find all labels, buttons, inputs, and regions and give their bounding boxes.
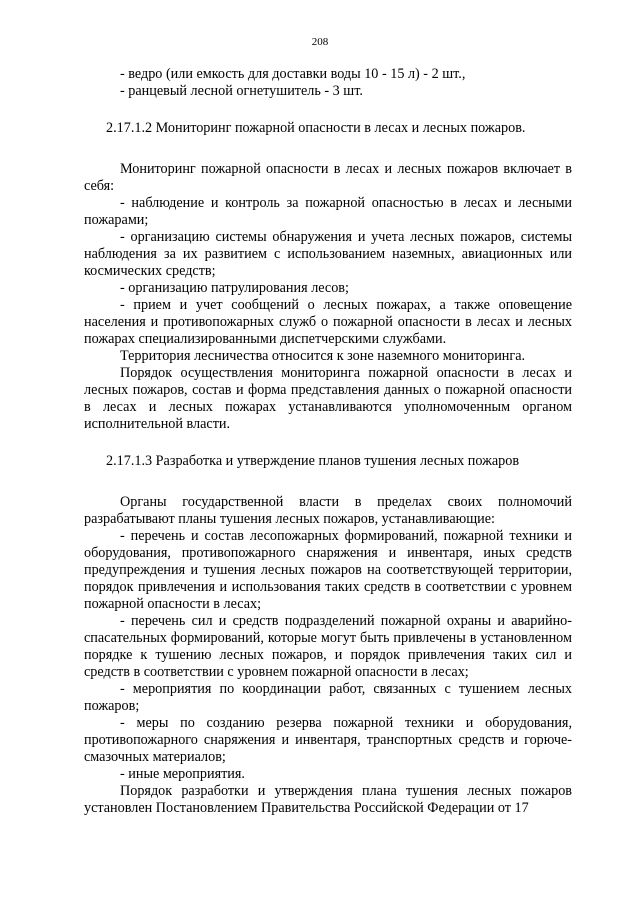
list-item: - организацию системы обнаружения и учета лесных пожаров, системы наблюдения за их развитием с использованием наземных, авиационных или космических средств;: [84, 229, 572, 279]
list-item: - перечень сил и средств подразделений пожарной охраны и аварийно-спасательных формирований, которые могут быть привлечены в установленном порядке к тушению лесных пожаров, и порядок привлечения таких сил и средств в соответствии с уровнем пожарной опасности в лесах;: [84, 613, 572, 680]
paragraph: Территория лесничества относится к зоне наземного мониторинга.: [120, 348, 526, 364]
list-item: - иные мероприятия.: [120, 766, 245, 782]
paragraph: Мониторинг пожарной опасности в лесах и лесных пожаров включает в себя:: [84, 161, 572, 194]
list-item: - наблюдение и контроль за пожарной опасностью в лесах и лесными пожарами;: [84, 195, 572, 228]
list-item: - перечень и состав лесопожарных формирований, пожарной техники и оборудования, противопожарного снаряжения и инвентаря, иных средств предупреждения и тушения лесных пожаров на соответствующей территории, порядок привлечения и использования таких средств в соответствии с уровнем пожарной опасности в лесах;: [84, 528, 572, 612]
list-item: - меры по созданию резерва пожарной техники и оборудования, противопожарного снаряжения и инвентаря, транспортных средств и горюче-смазочных материалов;: [84, 715, 572, 765]
document-body: [84, 66, 572, 817]
paragraph: Порядок осуществления мониторинга пожарной опасности в лесах и лесных пожаров, состав и форма представления данных о пожарной опасности в лесах и лесных пожарах устанавливаются уполномоченным органом исполнительной власти.: [84, 365, 572, 432]
page-number: 208: [311, 36, 329, 48]
section-heading: 2.17.1.2 Мониторинг пожарной опасности в лесах и лесных пожаров.: [106, 120, 526, 136]
list-item: - мероприятия по координации работ, связанных с тушением лесных пожаров;: [84, 681, 572, 714]
paragraph: Органы государственной власти в пределах своих полномочий разрабатывают планы тушения лесных пожаров, устанавливающие:: [84, 494, 572, 527]
list-item: - организацию патрулирования лесов;: [120, 280, 349, 296]
list-item: - ведро (или емкость для доставки воды 10 - 15 л) - 2 шт.,: [120, 66, 466, 82]
section-heading: 2.17.1.3 Разработка и утверждение планов тушения лесных пожаров: [106, 453, 520, 469]
paragraph: Порядок разработки и утверждения плана тушения лесных пожаров установлен Постановлением Правительства Российской Федерации от 17: [84, 783, 572, 816]
list-item: - ранцевый лесной огнетушитель - 3 шт.: [120, 83, 363, 99]
list-item: - прием и учет сообщений о лесных пожарах, а также оповещение населения и противопожарных служб о пожарной опасности в лесах и лесных пожарах специализированными диспетчерскими службами.: [84, 297, 572, 347]
